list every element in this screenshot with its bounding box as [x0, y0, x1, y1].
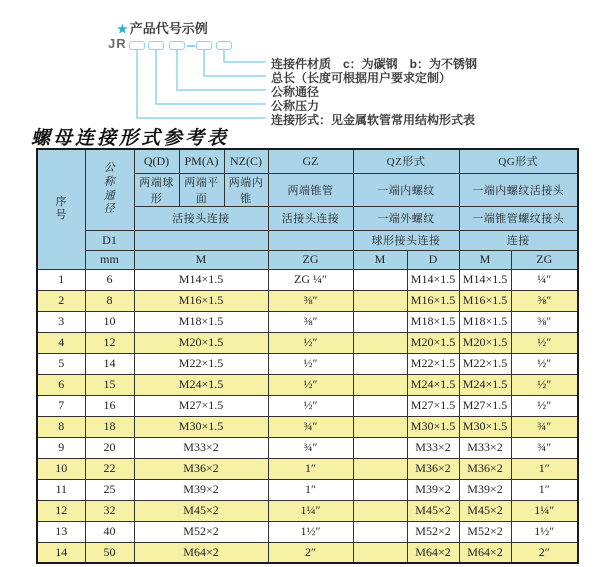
cell-qz-m: [353, 269, 407, 290]
header-qg-m: M: [459, 250, 511, 269]
cell-gz-size: ½″: [268, 374, 353, 395]
cell-dn-mm: 50: [85, 542, 134, 563]
table-row: [37, 395, 578, 416]
table-row: [37, 542, 578, 563]
table-body: [37, 269, 578, 563]
code-label: 总长（长度可根据用户要求定制）: [271, 71, 452, 85]
header-qg-desc1: 一端内螺纹活接头: [459, 173, 578, 206]
cell-dn-mm: 15: [85, 374, 134, 395]
header-seq: 序号: [37, 149, 85, 269]
cell-gz-size: ⅜″: [268, 311, 353, 332]
cell-qz-d: M24×1.5: [407, 374, 459, 395]
cell-qg-zg: ½″: [511, 353, 578, 374]
cell-seq-no: 12: [37, 500, 85, 521]
header-nz-desc: 两端内锥: [224, 173, 268, 206]
cell-qz-d: M20×1.5: [407, 332, 459, 353]
header-col-qz: QZ形式: [353, 149, 459, 173]
cell-qz-m: [353, 416, 407, 437]
cell-qg-zg: ½″: [511, 332, 578, 353]
cell-dn-mm: 6: [85, 269, 134, 290]
cell-seq-no: 11: [37, 479, 85, 500]
cell-seq-no: 9: [37, 437, 85, 458]
table-row: [37, 458, 578, 479]
cell-qz-m: [353, 395, 407, 416]
cell-gz-size: 2″: [268, 542, 353, 563]
header-d1: D1: [85, 230, 134, 250]
cell-qg-m: M64×2: [459, 542, 511, 563]
cell-qg-m: M30×1.5: [459, 416, 511, 437]
star-icon: ★: [117, 22, 128, 36]
cell-m-thread: M20×1.5: [134, 332, 268, 353]
cell-qg-zg: ½″: [511, 374, 578, 395]
code-box: [148, 41, 164, 50]
table-row: [37, 332, 578, 353]
cell-qz-m: [353, 458, 407, 479]
cell-qg-zg: ¾″: [511, 437, 578, 458]
cell-qg-m: M36×2: [459, 458, 511, 479]
product-code-title-text: 产品代号示例: [129, 21, 208, 36]
header-blank-m: [134, 230, 268, 250]
code-label: 连接件材质 c：为碳钢 b：为不锈钢: [271, 57, 478, 71]
header-qz-m: M: [353, 250, 407, 269]
cell-m-thread: M36×2: [134, 458, 268, 479]
cell-seq-no: 13: [37, 521, 85, 542]
cell-gz-size: 1″: [268, 479, 353, 500]
code-label: 连接形式：见金属软管常用结构形式表: [271, 113, 476, 127]
header-col-q: Q(D): [134, 149, 179, 173]
table-row: [37, 290, 578, 311]
cell-qg-zg: ½″: [511, 395, 578, 416]
cell-qz-d: M18×1.5: [407, 311, 459, 332]
cell-gz-size: 1″: [268, 458, 353, 479]
cell-m-thread: M39×2: [134, 479, 268, 500]
header-gz-conn: 活接头连接: [268, 206, 353, 230]
header-col-gz: GZ: [268, 149, 353, 173]
table-title: 螺母连接形式参考表: [31, 128, 230, 149]
table-row: [37, 437, 578, 458]
cell-qz-d: M30×1.5: [407, 416, 459, 437]
product-code-prefix: JR: [108, 36, 127, 51]
header-col-pm: PM(A): [179, 149, 224, 173]
header-qz-desc2: 一端外螺纹: [353, 206, 459, 230]
cell-qz-d: M22×1.5: [407, 353, 459, 374]
header-zg-label: ZG: [268, 250, 353, 269]
cell-seq-no: 5: [37, 353, 85, 374]
cell-dn-mm: 10: [85, 311, 134, 332]
cell-qg-zg: 1½″: [511, 521, 578, 542]
header-pm-desc: 两端平面: [179, 173, 224, 206]
cell-qz-m: [353, 437, 407, 458]
cell-seq-no: 4: [37, 332, 85, 353]
cell-qz-m: [353, 290, 407, 311]
cell-m-thread: M64×2: [134, 542, 268, 563]
cell-qz-m: [353, 374, 407, 395]
cell-m-thread: M45×2: [134, 500, 268, 521]
cell-dn-mm: 22: [85, 458, 134, 479]
cell-seq-no: 2: [37, 290, 85, 311]
cell-gz-size: 1½″: [268, 521, 353, 542]
cell-qz-d: M52×2: [407, 521, 459, 542]
cell-gz-size: ¾″: [268, 437, 353, 458]
header-qz-conn: 球形接头连接: [353, 230, 459, 250]
cell-m-thread: M33×2: [134, 437, 268, 458]
product-code-title: [117, 18, 208, 37]
header-dn: 公称通径: [85, 149, 134, 230]
cell-gz-size: 1¼″: [268, 500, 353, 521]
header-blank-gz: [268, 230, 353, 250]
cell-qg-m: M45×2: [459, 500, 511, 521]
cell-gz-size: ⅜″: [268, 290, 353, 311]
cell-dn-mm: 40: [85, 521, 134, 542]
cell-dn-mm: 20: [85, 437, 134, 458]
cell-qz-d: M45×2: [407, 500, 459, 521]
cell-qg-zg: ⅜″: [511, 290, 578, 311]
cell-qz-d: M33×2: [407, 437, 459, 458]
cell-seq-no: 7: [37, 395, 85, 416]
cell-qz-m: [353, 479, 407, 500]
code-dash: [187, 45, 195, 47]
header-gz-desc: 两端锥管: [268, 173, 353, 206]
cell-qz-m: [353, 311, 407, 332]
cell-m-thread: M14×1.5: [134, 269, 268, 290]
table-row: [37, 269, 578, 290]
cell-gz-size: ½″: [268, 353, 353, 374]
cell-qz-d: M39×2: [407, 479, 459, 500]
cell-dn-mm: 14: [85, 353, 134, 374]
cell-qg-m: M18×1.5: [459, 311, 511, 332]
code-box: [216, 41, 232, 50]
cell-gz-size: ½″: [268, 395, 353, 416]
header-mm: mm: [85, 250, 134, 269]
code-box: [196, 41, 212, 50]
table-row: [37, 353, 578, 374]
header-col-nz: NZ(C): [224, 149, 268, 173]
cell-qz-d: M64×2: [407, 542, 459, 563]
cell-qg-zg: ⅜″: [511, 311, 578, 332]
header-q-desc: 两端球形: [134, 173, 179, 206]
cell-gz-size: ZG ¼″: [268, 269, 353, 290]
cell-qz-d: M36×2: [407, 458, 459, 479]
header-qz-desc1: 一端内螺纹: [353, 173, 459, 206]
table-row: [37, 374, 578, 395]
cell-seq-no: 6: [37, 374, 85, 395]
cell-seq-no: 10: [37, 458, 85, 479]
header-qg-desc2: 一端锥管螺纹接头: [459, 206, 578, 230]
cell-qg-m: M27×1.5: [459, 395, 511, 416]
cell-gz-size: ¾″: [268, 416, 353, 437]
cell-qg-m: M20×1.5: [459, 332, 511, 353]
code-box: [169, 41, 185, 50]
header-qz-d: D: [407, 250, 459, 269]
cell-seq-no: 3: [37, 311, 85, 332]
cell-seq-no: 8: [37, 416, 85, 437]
cell-seq-no: 1: [37, 269, 85, 290]
cell-m-thread: M22×1.5: [134, 353, 268, 374]
code-label: 公称通径: [271, 85, 320, 99]
cell-m-thread: M18×1.5: [134, 311, 268, 332]
cell-qg-m: M24×1.5: [459, 374, 511, 395]
cell-qg-zg: ¾″: [511, 416, 578, 437]
cell-dn-mm: 12: [85, 332, 134, 353]
table-row: [37, 311, 578, 332]
cell-dn-mm: 8: [85, 290, 134, 311]
code-label: 公称压力: [271, 99, 320, 113]
cell-qg-zg: 2″: [511, 542, 578, 563]
cell-qg-m: M16×1.5: [459, 290, 511, 311]
cell-qz-m: [353, 521, 407, 542]
cell-dn-mm: 32: [85, 500, 134, 521]
cell-seq-no: 14: [37, 542, 85, 563]
header-union-conn: 活接头连接: [134, 206, 268, 230]
table-row: [37, 416, 578, 437]
cell-qg-zg: 1″: [511, 458, 578, 479]
table-row: [37, 479, 578, 500]
cell-qz-m: [353, 353, 407, 374]
cell-qz-m: [353, 500, 407, 521]
cell-qz-d: M27×1.5: [407, 395, 459, 416]
cell-qg-m: M22×1.5: [459, 353, 511, 374]
cell-dn-mm: 18: [85, 416, 134, 437]
cell-gz-size: ½″: [268, 332, 353, 353]
cell-m-thread: M30×1.5: [134, 416, 268, 437]
cell-qg-m: M39×2: [459, 479, 511, 500]
header-qg-conn: 连接: [459, 230, 578, 250]
cell-qg-m: M33×2: [459, 437, 511, 458]
cell-qg-zg: ¼″: [511, 269, 578, 290]
cell-m-thread: M16×1.5: [134, 290, 268, 311]
cell-m-thread: M27×1.5: [134, 395, 268, 416]
cell-qz-d: M14×1.5: [407, 269, 459, 290]
cell-qz-m: [353, 542, 407, 563]
table-row: [37, 521, 578, 542]
cell-qg-zg: 1″: [511, 479, 578, 500]
cell-qz-d: M16×1.5: [407, 290, 459, 311]
cell-m-thread: M24×1.5: [134, 374, 268, 395]
cell-qz-m: [353, 332, 407, 353]
header-col-qg: QG形式: [459, 149, 578, 173]
cell-qg-m: M52×2: [459, 521, 511, 542]
cell-dn-mm: 16: [85, 395, 134, 416]
cell-qg-zg: 1¼″: [511, 500, 578, 521]
table-row: [37, 500, 578, 521]
cell-m-thread: M52×2: [134, 521, 268, 542]
reference-table: [36, 148, 579, 564]
header-m-label: M: [134, 250, 268, 269]
cell-dn-mm: 25: [85, 479, 134, 500]
header-qg-zg: ZG: [511, 250, 578, 269]
code-box: [129, 41, 145, 50]
cell-qg-m: M14×1.5: [459, 269, 511, 290]
